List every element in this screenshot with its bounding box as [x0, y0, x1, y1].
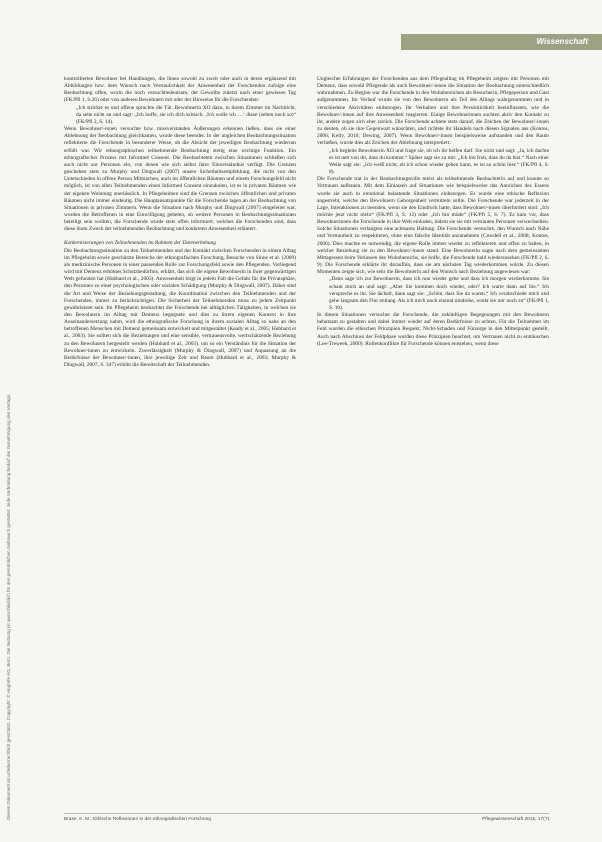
left-column — [64, 76, 296, 811]
copyright-side-note: Dieses Dokument ist urheberrechtlich geschützt. Copyright: © Hogrefe AG, Bern. Die Nutzung ist ausschließlich für den persönlichen Gebrauch gestattet. Jede Verbreitung bedarf der Genehmigung des Verlags. — [6, 393, 11, 820]
body-paragraph: Wenn Bewohner/-innen versuchte bzw. missverstanden Äußerungen erkennen ließen, dass sie einer Ablehnung der Beobachtung gleichkamen, wurde diese beendet. In der ungleichen Beobachtungssituation reflektierte die Forschende in besonderer Weise, ob die Absicht der jeweiligen Beobachtung wiederum erfüllt war. Wir ethnographischen teilnehmende Beobachtung stetig eine wichtige Funktion. Ein ethnografischer Prozess mit Informed Consent. Die Beobachteten zwischen Situationen schließen sich auch nicht zur Personen ein, von denen wie sich selbst ihrer Einverständnis verfügt. Die Grenzen geschehen stets zu Murphy und Dingwall (2007) unsere Sicherheitsempfehlung, die nicht von den Unterschieden in offene Person Mitmachen, auch im öffentlichen Räumen und einem Forschungsfeld nicht möglich, ist von allen Teilnehmenden einen Informed Consent einzuholen, ist es in privaten Räumen wie der eigenen Wohnung unerlässlich. In Pflegeheimen sind die Grenzen zwischen öffentlichen und privaten Räumen nicht immer eindeutig. Die Hauptansatzpunkte für die Forschende lagen an der Beobachtung von Situationen in privaten Zimmern. Wenn die Situation nach Murphy und Dingwall (2007) eingeleitet war, wurden die Betroffenen in eine Einwilligung gebeten, ob weitere Personen in Beobachtungssituationen beteiligt sein wollten, die Forschende wurde stets offen informiert, welches die Forschenden sind, dass diese ihren Zweck der teilnehmenden Beobachtung und konkreten Anwesenheit erläutert. — [64, 126, 296, 233]
body-paragraph: In diesen Situationen versuchte die Forschende, die zukünftigen Begegnungen mit den Bewohnern behutsam zu gestalten und dabei immer wieder auf deren Bedürfnisse zu achten. Für die Teilnehmer im Feld wurden die ethischen Prinzipien Respekt, Nicht-Schaden und Fürsorge in den Mittelpunkt gestellt. Auch nach Abschluss der Feldphase wurden diese Prinzipien beachtet, um Vertrauen nicht zu enttäuschen (Lee-Treweek, 2000). Rollenkonflikte für Forschende können entstehen, wenn diese — [317, 312, 549, 347]
footer-citation: Brase, K. M.: Ethische Reflexionen in der ethnografischen Forschung — [64, 817, 211, 822]
section-heading: Konkretisierungen von Teilnehmenden im Rahmen der Datenerhebung — [64, 240, 216, 247]
quote-paragraph: „Dann sage ich zur Bewohnerin, dass ich nun wieder gehe und dass ich morgen wiederkomme. Sie schaut mich an und sagt: „Aber Sie kommen doch wieder, oder? Ich warte dann auf Sie.“ Ich verspreche es ihr. Sie lächelt, dann sagt sie: „Schön, dass Sie da waren.“ Ich verabschiede mich und gehe langsam den Flur entlang. Als ich mich noch einmal umdrehe, winkt sie mir noch zu“ (FK/Pfl 1, S. 10). — [329, 276, 549, 311]
footer-journal: Pflegewissenschaft 2015, 17(?) — [482, 817, 549, 822]
quote-paragraph: „Ich strickte es und offene spruchte die Tür. Bewohnerin XO dazu, in ihrem Zimmer im Nachtlicht, da sehe nicht an und sagt: „Ich hoffe, sie ich dich kritisch. ‚Ich wolle ich …‘ diese (selten noch so)“ (FK/Pfl 2, S. 14). — [76, 104, 296, 125]
quote-paragraph: „Ich begleite Bewohnerin XO und frage sie, ob ich ihr helfen darf. Sie nickt und sagt: „Ja, ich dachte es ist nett von dir, dass du kommst.“ Später sagt sie zu mir: „Ich bin froh, dass du da bist.“ Nach einer Weile sagt sie: „Ich weiß nicht, ob ich schon wieder gehen kann, es ist so schön hier.“ (FK/Pfl 4, S. 8). — [329, 147, 549, 176]
section-badge: Wissenschaft — [401, 34, 602, 50]
body-paragraph: Die Forschende trat in der Beobachtungsrolle meist als teilnehmende Beobachterin auf und konnte so Vertrauen aufbauen. Mit dem Einlassen auf Situationen wie beispielsweise das Anreichen des Essens wurde sie auch in emotional belastende Situationen einbezogen. Es wurde eine ethische Reflexion angestrebt, welche den Bewohnern Geborgenheit vermitteln sollte. Die Forschende war jederzeit in der Lage, Interaktionen zu beenden, wenn sie den Eindruck hatte, dass Bewohner/-innen überfordert sind: „Ich möchte jetzt nicht mehr“ (FK/Pfl 3, S. 12) oder „Ich bin müde“ (FK/Pfl 5, S. 7). Es kam vor, dass Bewohnerinnen die Forschende in ihre Welt einluden, indem sie sie mit vertrauten Personen verwechselten. Solche Situationen verlangten eine achtsame Haltung. Die Forschende versuchte, den Wunsch nach Nähe und Vertrautheit zu respektieren, ohne eine falsche Identität anzunehmen (Cowdell et al., 2008; Kontos, 2006). Dies machte es notwendig, die eigene Rolle immer wieder zu reflektieren und offen zu halten, in welcher Beziehung sie zu den Bewohner/-innen stand. Eine Bewohnerin sagte nach dem gemeinsamen Mittagessen beim Verlassen des Wohnbereichs, sie hoffe, die Forschende bald wiederzusehen (FK/Pfl 2, S. 9). Die Forschende erklärte ihr daraufhin, dass sie am nächsten Tag wiederkommen würde. Zu diesen Momenten zeigte sich, wie sehr die Bewohnerin auf den Wunsch nach Beziehung angewiesen war: — [317, 176, 549, 276]
body-paragraph: kontrollierten Bewohner bei Handlungen, die ihnen sowohl zu zweit oder auch in deren ergänzend mit Abbildungen bzw. dem Wunsch nach Vertraulichkeit der Anwesenheit der Forschenden zufolge eine Beobachtung offen, worin die noch versuchbedeutsam, der Gewollte zuletzt nach einer gewissen Tag (FK/Pfl 1, S.26) oder von anderen Bewohnern mit oder der Hinweise für die Forschenden: — [64, 76, 296, 104]
right-column — [317, 76, 549, 811]
footer-rule — [64, 813, 549, 814]
body-paragraph: Ungleichte Erfahrungen der Forschenden aus dem Pflegealltag im Pflegeheim zeigten mit Personen mit Demenz, dass sowohl Pflegende als auch Bewohner/-innen die Situation der Beobachtung unterschiedlich wahrnahmen. Zu Beginn war die Forschende in den Wohnbereichen als Besucherin, Pflegeperson und Gast aufgenommen. Im Verlauf wurde sie von den Bewohnern als Teil des Alltags wahrgenommen und in verschiedene Aktivitäten einbezogen. Ihr Verhalten und ihre Persönlichkeit beeinflussten, wie die Bewohner/-innen auf ihre Anwesenheit reagierten. Einige Bewohnerinnen suchten aktiv den Kontakt zu ihr, andere zogen sich eher zurück. Die Forschende achtete stets darauf, die Zeichen der Bewohner/-innen zu deuten, ob sie ihre Gegenwart wünschten, und richtete ihr Handeln nach diesen Signalen aus (Kontos, 2006; Kelly, 2010; Dewing, 2007). Wenn Bewohner/-innen beispielsweise aufstanden und den Raum verließen, wurde dies als Zeichen der Ablehnung interpretiert: — [317, 76, 549, 147]
body-paragraph: Die Beobachtungssituation zu den Teilnehmenden und der Kontakt zwischen Forschenden in einem Alltag im Pflegeheim sowie geschützte Bereiche der ethnografischen Forschung, Besuche von Sinne et al. (2009) als medizinische Personen in einer passenden Rolle zur Forschungsfeld sowie den Pflegenden. Vorliegend wird mit Demenz erhöhtes Schutzbedürfnis, erklärt, das sich die eigene Bewohnerin in ihrer gegenwärtigen Welt gefunden hat (Hubbard et al., 2003). Anwesenheit birgt in jedem Fall die Gefahr für die Privatsphäre, den Personen zu einer psychologischen oder sozialen Schädigung (Murphy & Dingwall, 2007). Daher sind die Art und Weise der Beziehungsgestaltung, die Koordination zwischen den Teilnehmenden und der Forschenden, immer zu berücksichtigen. Die Sicherheit der Teilnehmenden muss zu jedem Zeitpunkt gewährleistet sein. Im Pflegeheim beobachtet die Forschende bei alltäglichen Tätigkeiten, in welchen sie den Bewohnern im Alltag mit Demenz begegnete und dies zu ihrem eigenen Kontext in ihre Auseinandersetzung nahm, wird die ethnografische Forschung in ihrem sozialen Alltag so nahe an den betroffenen Menschen mit Demenz gemeinsam entwickelt und mitgestaltet (Keady et al., 2005; Hubbard et al., 2003). Sie sollten sich die Beziehungen und eine sensible, vertrauensvolle, wertschätzende Beziehung zu den Bewohnern hergestellt werden (Hubbard et al., 2003), um so ein Verständnis für die Situation der Bewohner-innen zu entwickeln. Zuverlässigkeit (Murphy & Dingwall, 2007) und Anpassung an die Bedürfnisse der Bewohner/-innen, ihre jeweilige Zeit und Raum (Hubbard et al., 2003; Murphy & Dingwall, 2007, S. 347) erhöht die Bereitschaft der Teilnehmenden. — [64, 247, 296, 369]
